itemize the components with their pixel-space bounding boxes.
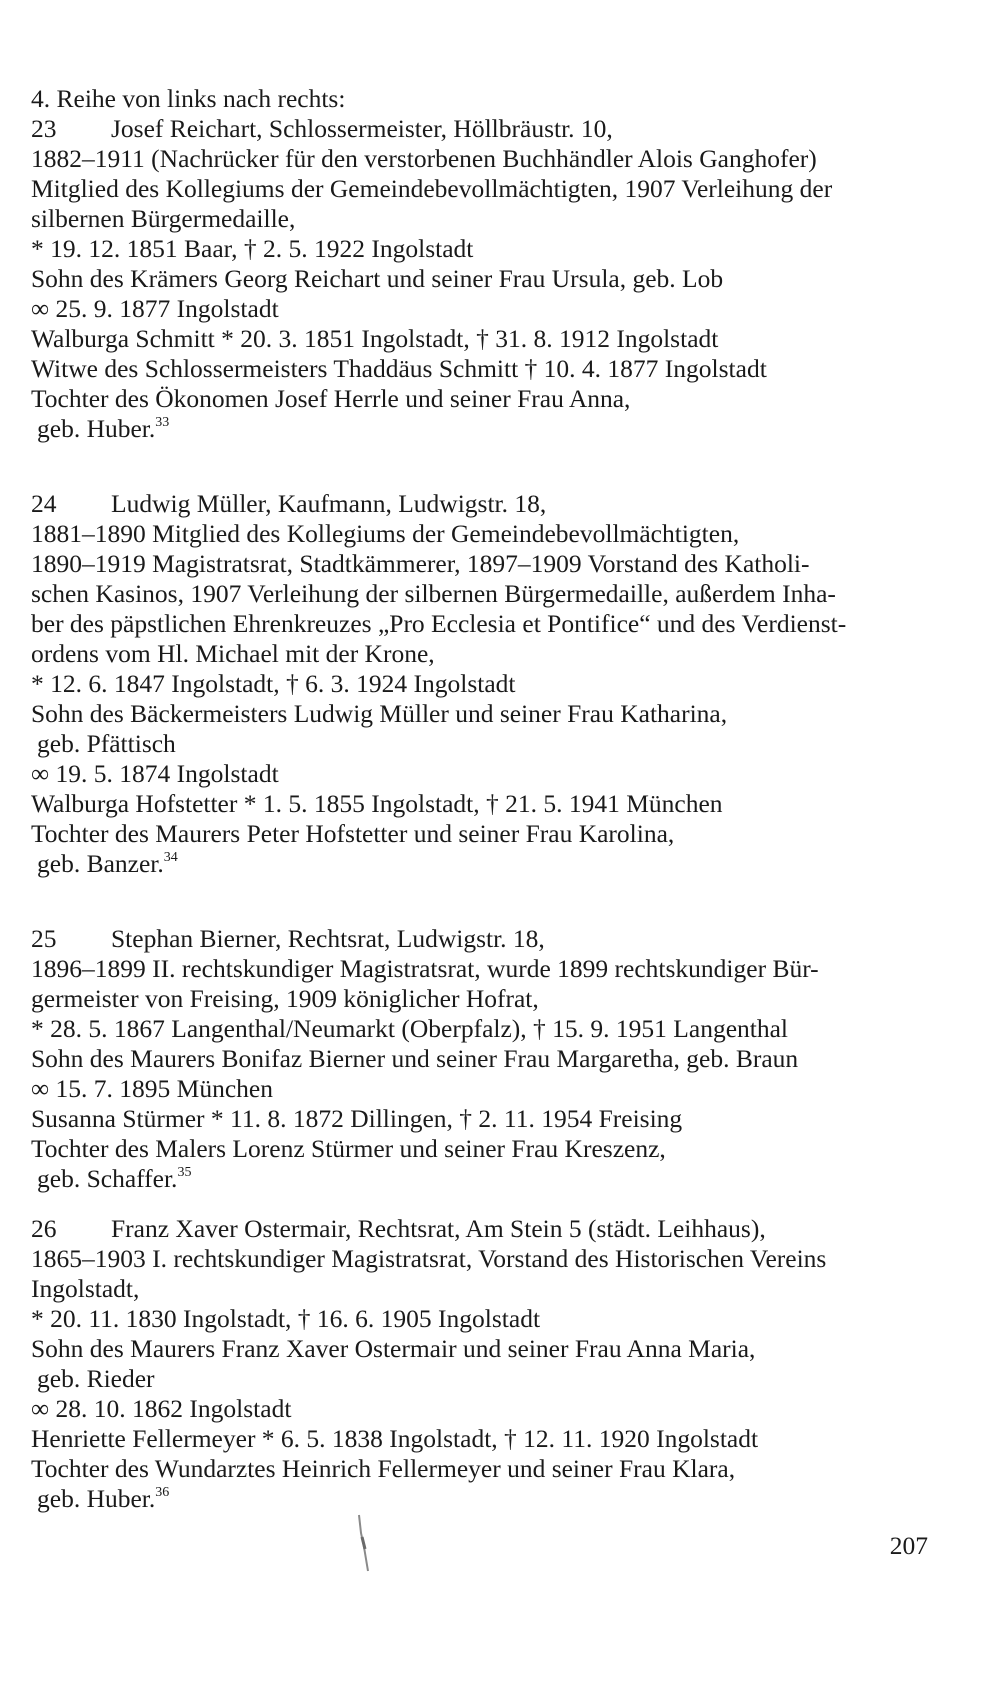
parents-line: geb. Rieder xyxy=(37,1364,155,1393)
birth-death-line: * 20. 11. 1830 Ingolstadt, † 16. 6. 1905 Ingolstadt xyxy=(31,1304,541,1333)
closing-text: geb. Huber. xyxy=(37,1484,156,1513)
entry-header xyxy=(31,114,928,144)
parents-line: Sohn des Krämers Georg Reichart und seiner Frau Ursula, geb. Lob xyxy=(31,264,724,293)
career-line: Mitglied des Kollegiums der Gemeindebevollmächtigten, 1907 Verleihung der xyxy=(31,174,833,203)
closing-text: geb. Huber. xyxy=(37,414,156,443)
pencil-mark xyxy=(356,1513,370,1573)
spouse-line: Susanna Stürmer * 11. 8. 1872 Dillingen, † 2. 11. 1954 Freising xyxy=(31,1104,683,1133)
birth-death-line: * 28. 5. 1867 Langenthal/Neumarkt (Oberpfalz), † 15. 9. 1951 Langenthal xyxy=(31,1014,788,1043)
spouse-line: Walburga Hofstetter * 1. 5. 1855 Ingolstadt, † 21. 5. 1941 München xyxy=(31,789,723,818)
entry-26 xyxy=(31,1214,928,1514)
marriage-line: ∞ 19. 5. 1874 Ingolstadt xyxy=(31,759,279,788)
entry-number: 26 xyxy=(31,1214,57,1243)
spouse-line: Tochter des Malers Lorenz Stürmer und seiner Frau Kreszenz, xyxy=(31,1134,666,1163)
entry-header xyxy=(31,489,928,519)
entry-name: Franz Xaver Ostermair, Rechtsrat, Am Stein 5 (städt. Leihhaus), xyxy=(111,1214,766,1243)
footnote-marker: 34 xyxy=(163,850,178,865)
marriage-line: ∞ 28. 10. 1862 Ingolstadt xyxy=(31,1394,292,1423)
entry-header xyxy=(31,1214,928,1244)
closing-text: geb. Banzer. xyxy=(37,849,164,878)
entry-header xyxy=(31,924,928,954)
closing-line xyxy=(31,414,928,444)
closing-line xyxy=(31,849,928,879)
entry-number: 23 xyxy=(31,114,57,143)
career-line: ordens vom Hl. Michael mit der Krone, xyxy=(31,639,435,668)
spouse-line: Walburga Schmitt * 20. 3. 1851 Ingolstadt, † 31. 8. 1912 Ingolstadt xyxy=(31,324,719,353)
parents-line: Sohn des Maurers Franz Xaver Ostermair und seiner Frau Anna Maria, xyxy=(31,1334,756,1363)
closing-line xyxy=(31,1164,928,1194)
footnote-marker: 36 xyxy=(155,1485,170,1500)
parents-line: geb. Pfättisch xyxy=(37,729,176,758)
entry-number: 24 xyxy=(31,489,57,518)
career-line: germeister von Freising, 1909 königlicher Hofrat, xyxy=(31,984,539,1013)
career-line: 1890–1919 Magistratsrat, Stadtkämmerer, 1897–1909 Vorstand des Katholi- xyxy=(31,549,810,578)
spouse-line: Tochter des Ökonomen Josef Herrle und seiner Frau Anna, xyxy=(31,384,631,413)
career-line: silbernen Bürgermedaille, xyxy=(31,204,296,233)
career-line: schen Kasinos, 1907 Verleihung der silbernen Bürgermedaille, außerdem Inha- xyxy=(31,579,836,608)
career-line: 1882–1911 (Nachrücker für den verstorbenen Buchhändler Alois Ganghofer) xyxy=(31,144,817,173)
entry-name: Josef Reichart, Schlossermeister, Höllbräustr. 10, xyxy=(111,114,613,143)
entry-25 xyxy=(31,924,928,1194)
page-number: 207 xyxy=(889,1531,928,1560)
parents-line: Sohn des Maurers Bonifaz Bierner und seiner Frau Margaretha, geb. Braun xyxy=(31,1044,799,1073)
marriage-line: ∞ 25. 9. 1877 Ingolstadt xyxy=(31,294,279,323)
parents-line: Sohn des Bäckermeisters Ludwig Müller und seiner Frau Katharina, xyxy=(31,699,728,728)
entry-24 xyxy=(31,489,928,879)
career-line xyxy=(31,519,928,549)
career-line: 1896–1899 II. rechtskundiger Magistratsrat, wurde 1899 rechtskundiger Bür- xyxy=(31,954,819,983)
closing-line xyxy=(31,1484,928,1514)
birth-death-line: * 12. 6. 1847 Ingolstadt, † 6. 3. 1924 Ingolstadt xyxy=(31,669,516,698)
career-line: Ingolstadt, xyxy=(31,1274,140,1303)
spouse-line: Tochter des Maurers Peter Hofstetter und seiner Frau Karolina, xyxy=(31,819,675,848)
section-heading: 4. Reihe von links nach rechts: xyxy=(31,84,346,113)
spouse-line: Witwe des Schlossermeisters Thaddäus Schmitt † 10. 4. 1877 Ingolstadt xyxy=(31,354,767,383)
career-text: 1881–1890 Mitglied des Kollegiums der Gemeindebevollmächtigten, xyxy=(31,519,740,548)
closing-text: geb. Schaffer. xyxy=(37,1164,178,1193)
entry-name: Ludwig Müller, Kaufmann, Ludwigstr. 18, xyxy=(111,489,547,518)
spouse-line: Tochter des Wundarztes Heinrich Fellermeyer und seiner Frau Klara, xyxy=(31,1454,736,1483)
footnote-marker: 33 xyxy=(155,415,170,430)
entry-name: Stephan Bierner, Rechtsrat, Ludwigstr. 18, xyxy=(111,924,545,953)
entry-number: 25 xyxy=(31,924,57,953)
career-line: 1865–1903 I. rechtskundiger Magistratsrat, Vorstand des Historischen Vereins xyxy=(31,1244,827,1273)
spouse-line: Henriette Fellermeyer * 6. 5. 1838 Ingolstadt, † 12. 11. 1920 Ingolstadt xyxy=(31,1424,759,1453)
birth-death-line: * 19. 12. 1851 Baar, † 2. 5. 1922 Ingolstadt xyxy=(31,234,474,263)
footnote-marker: 35 xyxy=(177,1165,192,1180)
career-line: ber des päpstlichen Ehrenkreuzes „Pro Ecclesia et Pontifice“ und des Verdienst- xyxy=(31,609,847,638)
entry-23 xyxy=(31,114,928,444)
marriage-line: ∞ 15. 7. 1895 München xyxy=(31,1074,273,1103)
